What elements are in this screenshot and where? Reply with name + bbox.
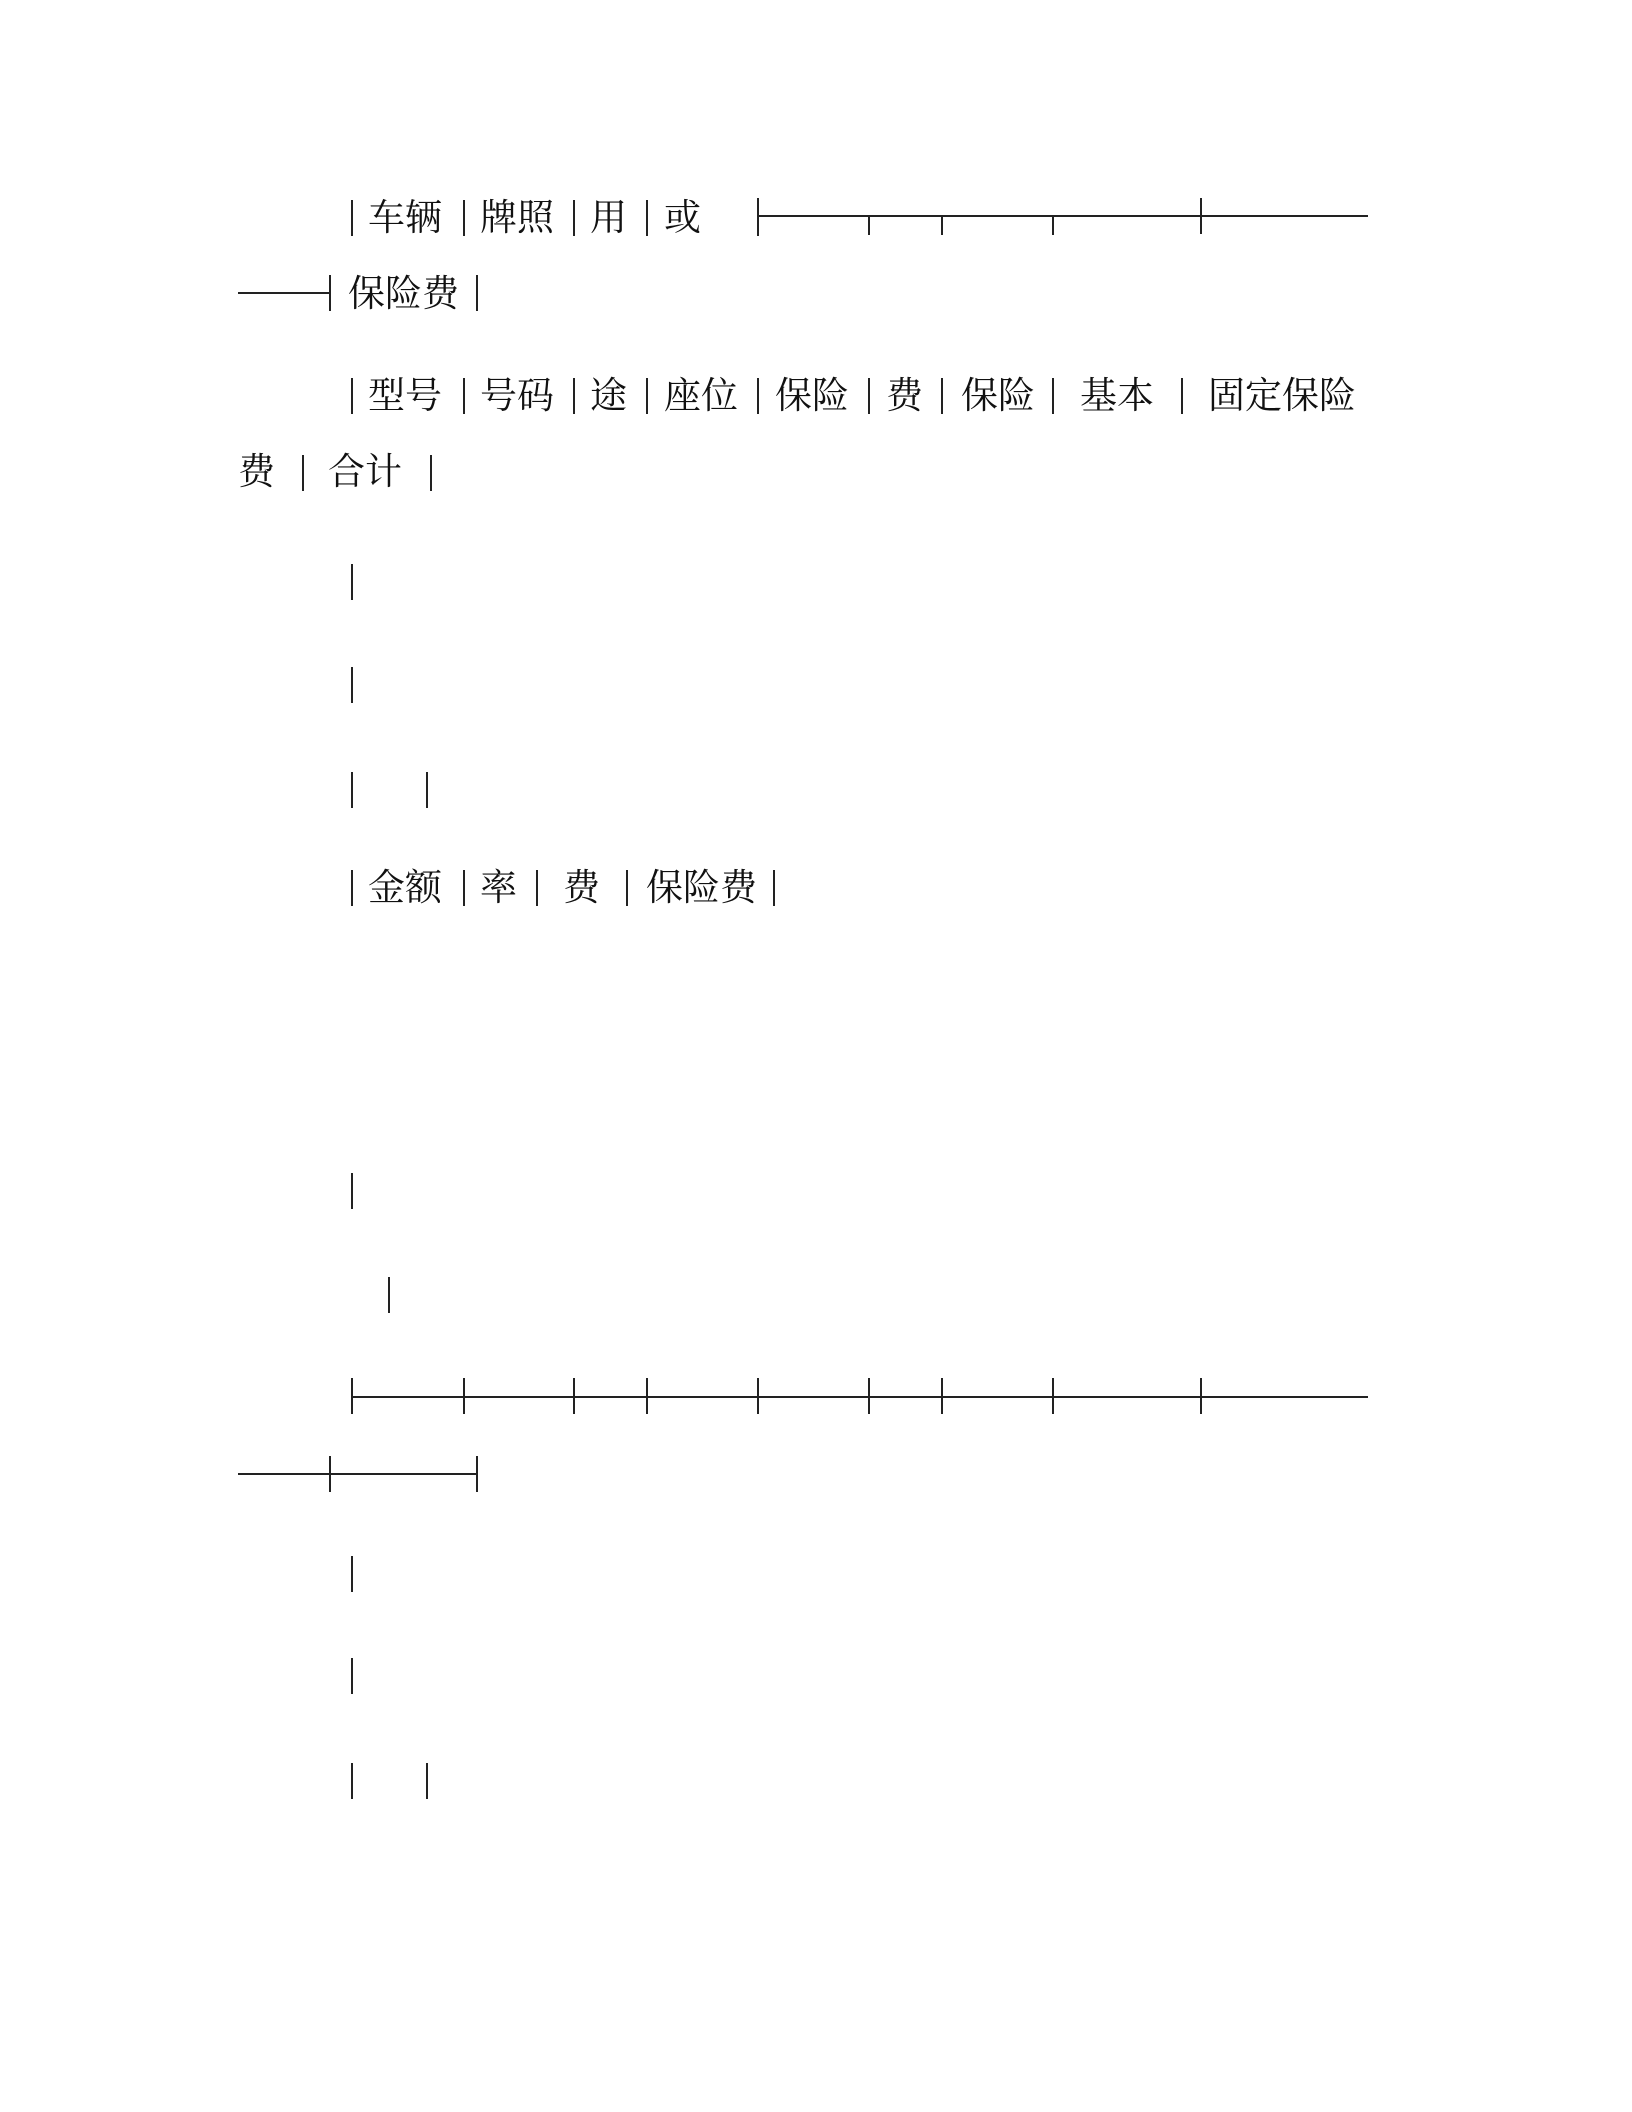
rule-tick: [1200, 198, 1202, 234]
rule-tick: [573, 1378, 575, 1414]
rule-tick: [941, 215, 943, 235]
table-rule: [352, 1396, 1368, 1398]
cell-fee: 费: [886, 374, 923, 417]
divider-bar: [351, 1763, 353, 1799]
divider-bar: [426, 772, 428, 808]
divider-bar: [329, 275, 331, 311]
divider-bar: [351, 772, 353, 808]
divider-bar: [426, 1763, 428, 1799]
divider-bar: [1181, 378, 1183, 414]
divider-bar: [388, 1277, 390, 1313]
cell-model: 型号: [368, 374, 442, 417]
cell-total: 合计: [328, 450, 402, 493]
cell-vehicle: 车辆: [368, 196, 442, 239]
divider-bar: [757, 198, 759, 236]
divider-bar: [351, 1556, 353, 1592]
cell-way: 途: [590, 374, 627, 417]
divider-bar: [1052, 378, 1054, 414]
divider-bar: [646, 200, 648, 236]
table-rule: [238, 1473, 478, 1475]
cell-rate: 率: [480, 866, 517, 909]
cell-seats: 座位: [664, 374, 738, 417]
divider-bar: [351, 564, 353, 600]
divider-bar: [463, 378, 465, 414]
cell-amount: 金额: [368, 866, 442, 909]
divider-bar: [351, 378, 353, 414]
cell-insurance: 保险: [775, 374, 849, 417]
cell-plate: 牌照: [480, 196, 554, 239]
rule-tick: [941, 1378, 943, 1414]
divider-bar: [868, 378, 870, 414]
rule-tick: [1052, 1378, 1054, 1414]
rule-tick: [757, 1378, 759, 1414]
divider-bar: [463, 870, 465, 906]
cell-fee-3: 费: [563, 866, 600, 909]
cell-or: 或: [664, 196, 701, 239]
table-rule: [238, 292, 330, 294]
divider-bar: [757, 378, 759, 414]
divider-bar: [573, 200, 575, 236]
divider-bar: [626, 870, 628, 906]
cell-use: 用: [590, 196, 627, 239]
rule-tick: [329, 1456, 331, 1492]
divider-bar: [351, 1173, 353, 1209]
cell-number: 号码: [480, 374, 554, 417]
rule-tick: [868, 1378, 870, 1414]
divider-bar: [573, 378, 575, 414]
divider-bar: [646, 378, 648, 414]
cell-premium-3: 保险费: [646, 866, 757, 909]
rule-tick: [463, 1378, 465, 1414]
cell-fee-cont: 费: [238, 450, 275, 493]
divider-bar: [476, 275, 478, 311]
divider-bar: [302, 455, 304, 491]
divider-bar: [536, 870, 538, 906]
divider-bar: [463, 200, 465, 236]
rule-tick: [868, 215, 870, 235]
table-rule: [758, 215, 1368, 217]
rule-tick: [646, 1378, 648, 1414]
divider-bar: [351, 667, 353, 703]
divider-bar: [941, 378, 943, 414]
cell-fixed-insurance: 固定保险: [1208, 374, 1356, 417]
divider-bar: [351, 870, 353, 906]
cell-premium: 保险费: [348, 272, 459, 315]
rule-tick: [1200, 1378, 1202, 1414]
rule-tick: [476, 1456, 478, 1492]
cell-basic: 基本: [1080, 374, 1154, 417]
divider-bar: [773, 870, 775, 906]
cell-insurance-2: 保险: [961, 374, 1035, 417]
rule-tick: [351, 1378, 353, 1414]
divider-bar: [351, 200, 353, 236]
divider-bar: [351, 1658, 353, 1694]
rule-tick: [1052, 215, 1054, 235]
divider-bar: [430, 455, 432, 491]
